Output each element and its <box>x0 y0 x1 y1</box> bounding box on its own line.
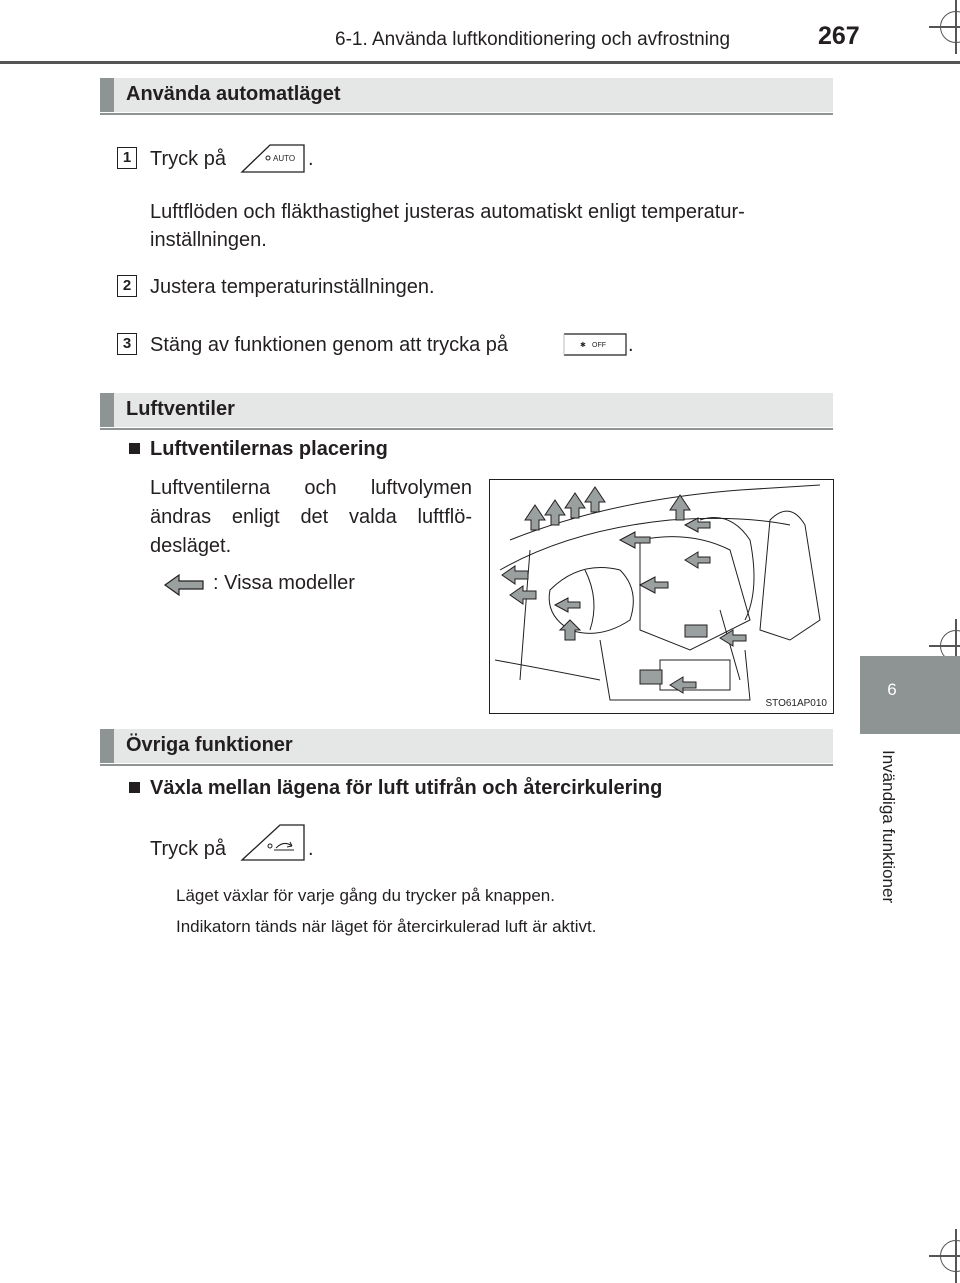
step-number-2: 2 <box>117 275 137 297</box>
vent-locations-illustration <box>489 479 834 714</box>
section-heading-auto-text: Använda automatläget <box>126 83 341 105</box>
section-heading-other <box>100 729 833 763</box>
other-press-suffix: . <box>308 838 314 860</box>
recirculation-button-icon <box>240 822 306 862</box>
off-button-icon <box>562 331 628 357</box>
registration-mark-bottom-right <box>940 1240 960 1272</box>
page-number: 267 <box>818 22 860 50</box>
section-heading-auto <box>100 78 833 112</box>
step-3-text: Stäng av funktionen genom att trycka på <box>150 334 508 356</box>
bullet-square <box>129 782 140 793</box>
other-subheading: Växla mellan lägena för luft utifrån och återcirkulering <box>150 777 663 799</box>
header-title: 6-1. Använda luftkonditionering och avfrostning <box>335 29 731 50</box>
other-press-text: Tryck på <box>150 838 226 860</box>
car-interior-drawing <box>490 480 833 713</box>
step-number-3: 3 <box>117 333 137 355</box>
section-heading-vents-text: Luftventiler <box>126 398 235 420</box>
chapter-number: 6 <box>887 680 897 699</box>
arrow-legend-icon <box>163 572 207 598</box>
section-heading-other-text: Övriga funktioner <box>126 734 293 756</box>
vents-subheading: Luftventilernas placering <box>150 438 388 460</box>
header-rule <box>0 61 960 64</box>
auto-button-icon <box>240 142 306 174</box>
section-heading-vents <box>100 393 833 427</box>
svg-text:✱: ✱ <box>580 342 586 349</box>
step-1-suffix: . <box>308 148 314 170</box>
step-1-detail-line-1: Luftflöden och fläkthastighet justeras automatiskt enligt temperatur- <box>150 201 745 223</box>
note-2: Indikatorn tänds när läget för återcirkulerad luft är aktivt. <box>176 917 597 936</box>
bullet-square <box>129 443 140 454</box>
svg-text:AUTO: AUTO <box>273 154 296 163</box>
step-1-detail-line-2: inställningen. <box>150 229 267 251</box>
step-2-text: Justera temperaturinställningen. <box>150 276 435 298</box>
step-number-1: 1 <box>117 147 137 169</box>
vents-body-line-1: Luftventilerna och luftvolymen <box>150 477 472 499</box>
vents-body-line-3: desläget. <box>150 535 232 557</box>
illustration-code: STO61AP010 <box>765 698 827 709</box>
vents-body-line-2: ändras enligt det valda luftflö- <box>150 506 472 528</box>
step-1-text: Tryck på <box>150 148 226 170</box>
step-3-suffix: . <box>628 334 634 356</box>
chapter-title-vertical <box>858 750 918 940</box>
legend-text: : Vissa modeller <box>213 572 355 594</box>
registration-mark-top-right <box>940 11 960 43</box>
svg-text:OFF: OFF <box>592 342 606 349</box>
note-1: Läget växlar för varje gång du trycker på knappen. <box>176 886 555 905</box>
chapter-title: Invändiga funktioner <box>879 750 898 904</box>
